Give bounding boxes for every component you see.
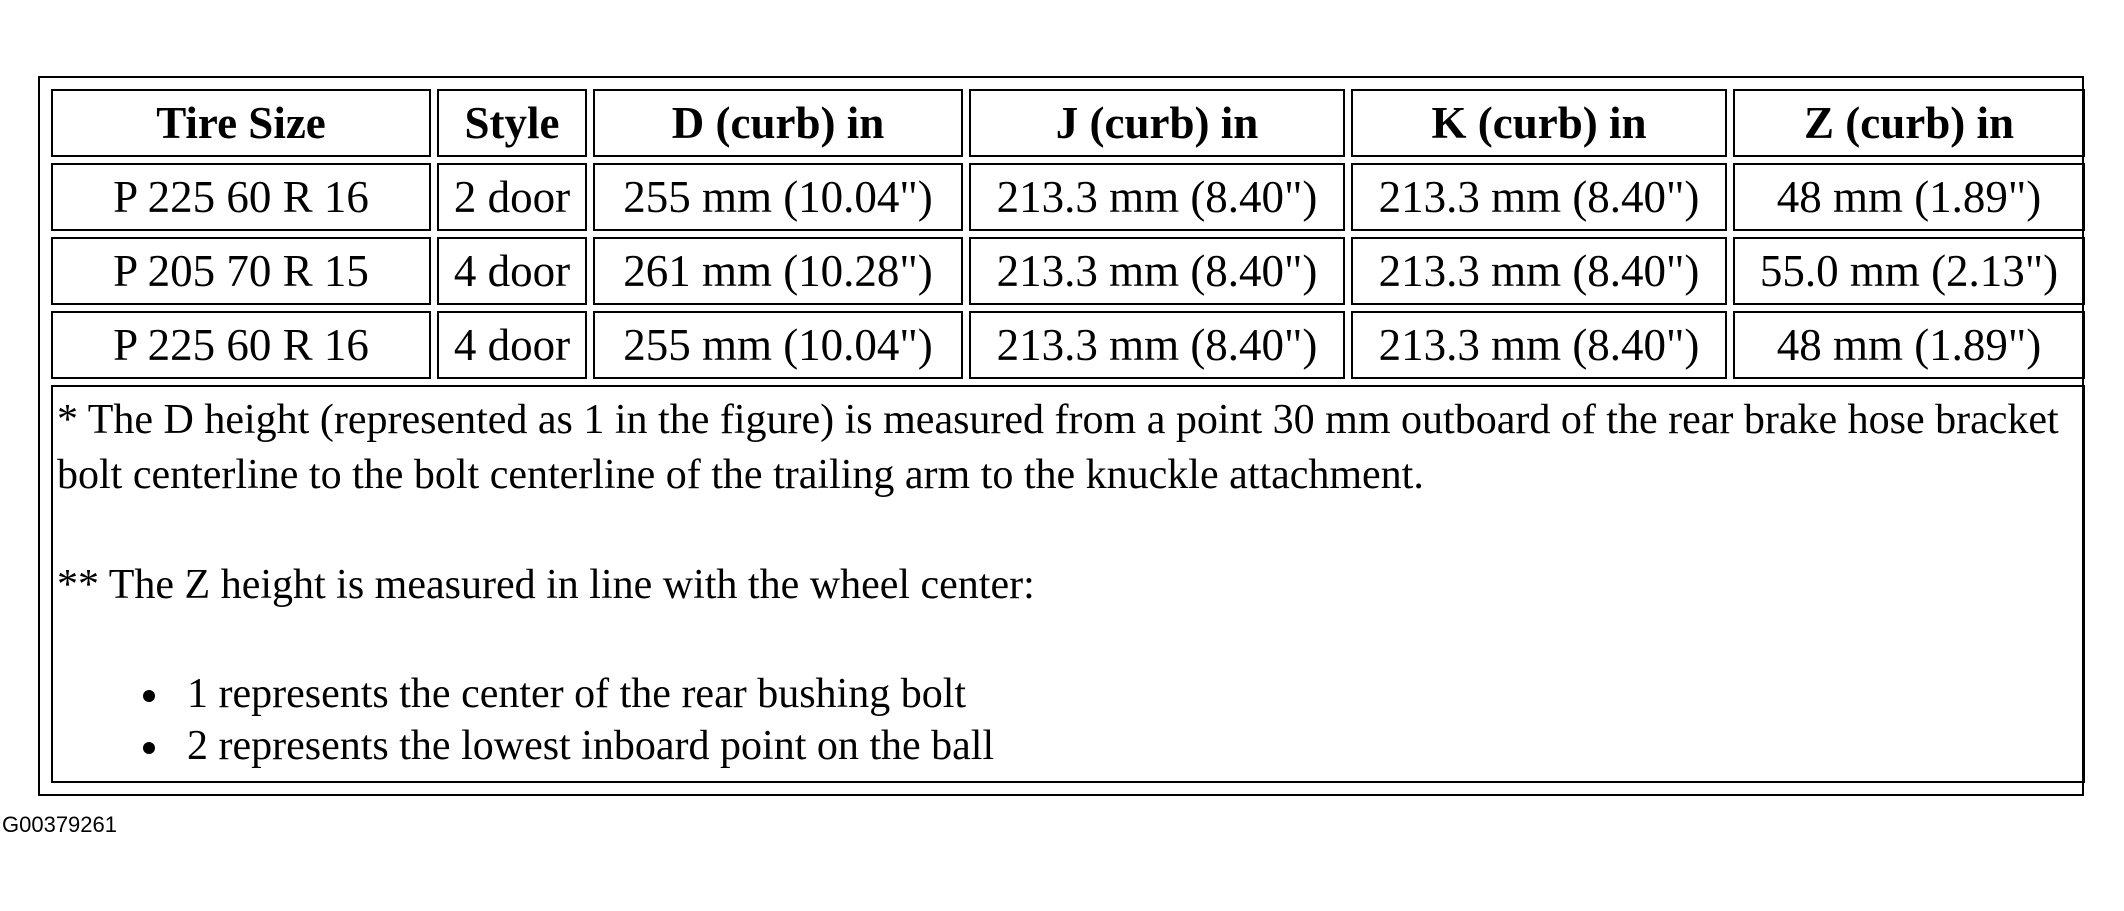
note-spacer bbox=[57, 613, 2079, 668]
notes-row bbox=[51, 385, 2085, 783]
cell-tire-size: P 225 60 R 16 bbox=[51, 163, 431, 231]
notes-cell bbox=[51, 385, 2085, 783]
cell-d-curb: 261 mm (10.28") bbox=[593, 237, 963, 305]
header-z-curb: Z (curb) in bbox=[1733, 89, 2085, 157]
cell-d-curb: 255 mm (10.04") bbox=[593, 163, 963, 231]
cell-style: 4 door bbox=[437, 311, 587, 379]
cell-tire-size: P 225 60 R 16 bbox=[51, 311, 431, 379]
cell-style: 2 door bbox=[437, 163, 587, 231]
header-tire-size: Tire Size bbox=[51, 89, 431, 157]
z-height-note: ** The Z height is measured in line with the wheel center: bbox=[57, 562, 1035, 608]
cell-k-curb: 213.3 mm (8.40") bbox=[1351, 237, 1727, 305]
cell-j-curb: 213.3 mm (8.40") bbox=[969, 311, 1345, 379]
figure-code: G00379261 bbox=[2, 812, 117, 837]
table-row bbox=[51, 163, 2085, 231]
cell-tire-size: P 205 70 R 15 bbox=[51, 237, 431, 305]
bullet-icon bbox=[143, 690, 155, 702]
header-d-curb: D (curb) in bbox=[593, 89, 963, 157]
cell-z-curb: 48 mm (1.89") bbox=[1733, 163, 2085, 231]
list-item-text: 1 represents the center of the rear bushing bolt bbox=[187, 671, 967, 717]
ride-height-spec-table bbox=[45, 83, 2091, 789]
cell-j-curb: 213.3 mm (8.40") bbox=[969, 163, 1345, 231]
header-style: Style bbox=[437, 89, 587, 157]
d-height-note: * The D height (represented as 1 in the figure) is measured from a point 30 mm outboard of the rear brake hose bracket bolt centerline to the bolt centerline of the trailing arm to the knuckle attachment. bbox=[57, 397, 2059, 498]
cell-d-curb: 255 mm (10.04") bbox=[593, 311, 963, 379]
cell-j-curb: 213.3 mm (8.40") bbox=[969, 237, 1345, 305]
list-item bbox=[187, 668, 2079, 720]
z-height-points-list bbox=[57, 668, 2079, 772]
table-row bbox=[51, 311, 2085, 379]
list-item bbox=[187, 720, 2079, 772]
cell-k-curb: 213.3 mm (8.40") bbox=[1351, 163, 1727, 231]
header-k-curb: K (curb) in bbox=[1351, 89, 1727, 157]
bullet-icon bbox=[143, 742, 155, 754]
cell-k-curb: 213.3 mm (8.40") bbox=[1351, 311, 1727, 379]
table-header-row bbox=[51, 89, 2085, 157]
table-row bbox=[51, 237, 2085, 305]
header-j-curb: J (curb) in bbox=[969, 89, 1345, 157]
cell-style: 4 door bbox=[437, 237, 587, 305]
cell-z-curb: 55.0 mm (2.13") bbox=[1733, 237, 2085, 305]
list-item-text: 2 represents the lowest inboard point on the ball bbox=[187, 723, 995, 769]
note-spacer bbox=[57, 503, 2079, 558]
spec-table-frame bbox=[38, 76, 2084, 796]
cell-z-curb: 48 mm (1.89") bbox=[1733, 311, 2085, 379]
